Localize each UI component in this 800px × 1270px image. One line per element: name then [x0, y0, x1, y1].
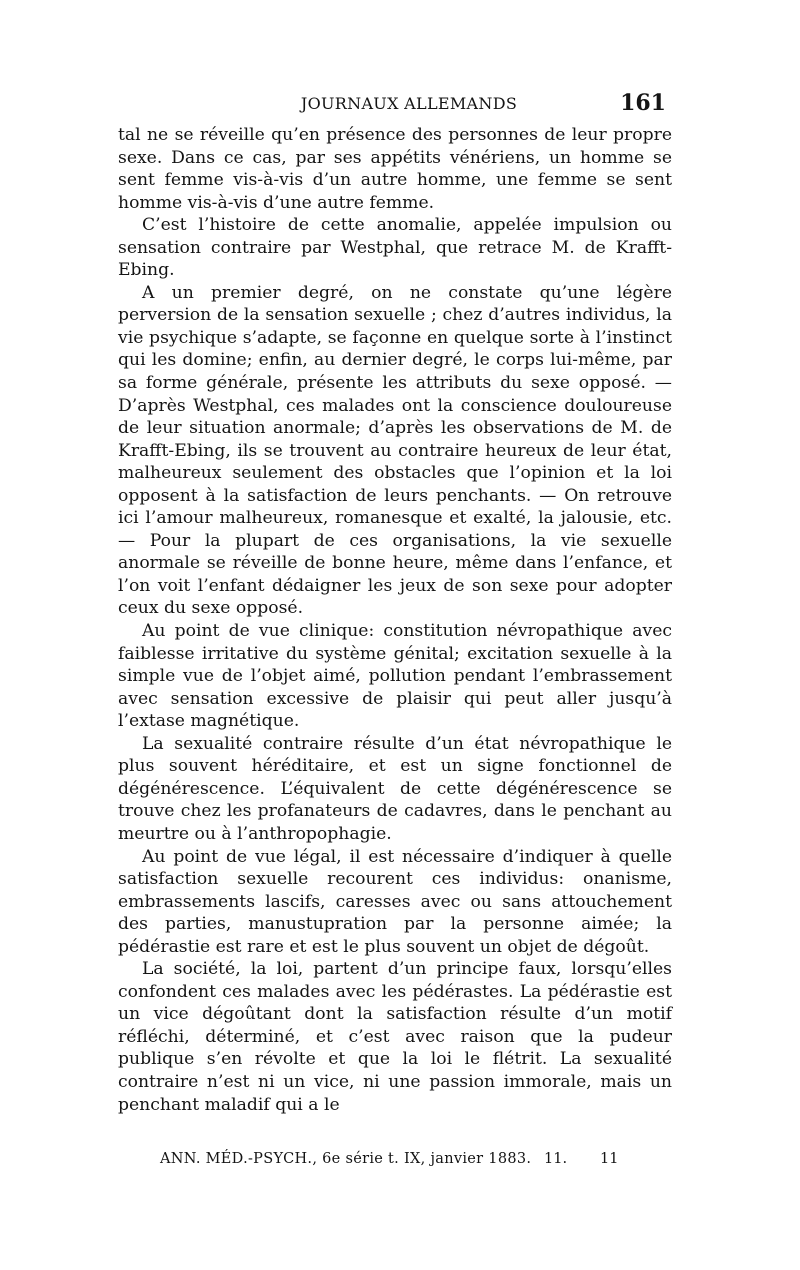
- paragraph: Au point de vue légal, il est nécessaire d’indiquer à quelle satisfaction sexuelle recourent ces individus: onanisme, embrassements lascifs, caresses avec ou sans attouchement des parties, manustupration par la personne aimée; la pédérastie est rare et est le plus souvent un objet de dégoût.: [118, 846, 672, 957]
- page-footer: [160, 1151, 640, 1175]
- paragraph-continuation: tal ne se réveille qu’en présence des personnes de leur propre sexe. Dans ce cas, par ses appétits vénériens, un homme se sent femme vis-à-vis d’un autre homme, une femme se sent homme vis-à-vis d’une autre femme.: [118, 125, 672, 213]
- page-header: [118, 90, 670, 120]
- body-text: [118, 124, 672, 1116]
- paragraph: Au point de vue clinique: constitution névropathique avec faiblesse irritative du système génital; excitation sexuelle à la simple vue de l’objet aimé, pollution pendant l’embrassement avec sensation excessive de plaisir qui peut aller jusqu’à l’extase magnétique.: [118, 621, 672, 732]
- paragraph: C’est l’histoire de cette anomalie, appelée impulsion ou sensation contraire par Westphal, que retrace M. de Krafft-Ebing.: [118, 215, 672, 281]
- paragraph: A un premier degré, on ne constate qu’une légère perversion de la sensation sexuelle ; chez d’autres individus, la vie psychique s’adapte, se façonne en quelque sorte à l’instinct qui les domine; enfin, au dernier degré, le corps lui-même, par sa forme générale, présente les attributs du sexe opposé. — D’après Westphal, ces malades ont la conscience douloureuse de leur situation anormale; d’après les observations de M. de Krafft-Ebing, ils se trouvent au contraire heureux de leur état, malheureux seulement des obstacles que l’opinion et la loi opposent à la satisfaction de leurs penchants. — On retrouve ici l’amour malheureux, romanesque et exalté, la jalousie, etc. — Pour la plupart de ces organisations, la vie sexuelle anormale se réveille de bonne heure, même dans l’enfance, et l’on voit l’enfant dédaigner les jeux de son sexe pour adopter ceux du sexe opposé.: [118, 282, 672, 619]
- paragraph: La société, la loi, partent d’un principe faux, lorsqu’elles confondent ces malades avec les pédérastes. La pédérastie est un vice dégoûtant dont la satisfaction résulte d’un motif réfléchi, déterminé, et c’est avec raison que la pudeur publique s’en révolte et que la loi le flétrit. La sexualité contraire n’est ni un vice, ni une passion immorale, mais un penchant maladif qui a le: [118, 959, 672, 1115]
- paragraph: La sexualité contraire résulte d’un état névropathique le plus souvent héréditaire, et est un signe fonctionnel de dégénérescence. L’équivalent de cette dégénérescence se trouve chez les profanateurs de cadavres, dans le penchant au meurtre ou à l’anthropophagie.: [118, 733, 672, 844]
- signature-line: ANN. MÉD.-PSYCH., 6e série t. IX, janvier 1883.: [160, 1151, 532, 1167]
- running-title: JOURNAUX ALLEMANDS: [300, 94, 518, 113]
- page-number: 161: [620, 90, 666, 116]
- signature-mark: 11: [600, 1151, 619, 1167]
- signature-mark: 11.: [544, 1151, 568, 1167]
